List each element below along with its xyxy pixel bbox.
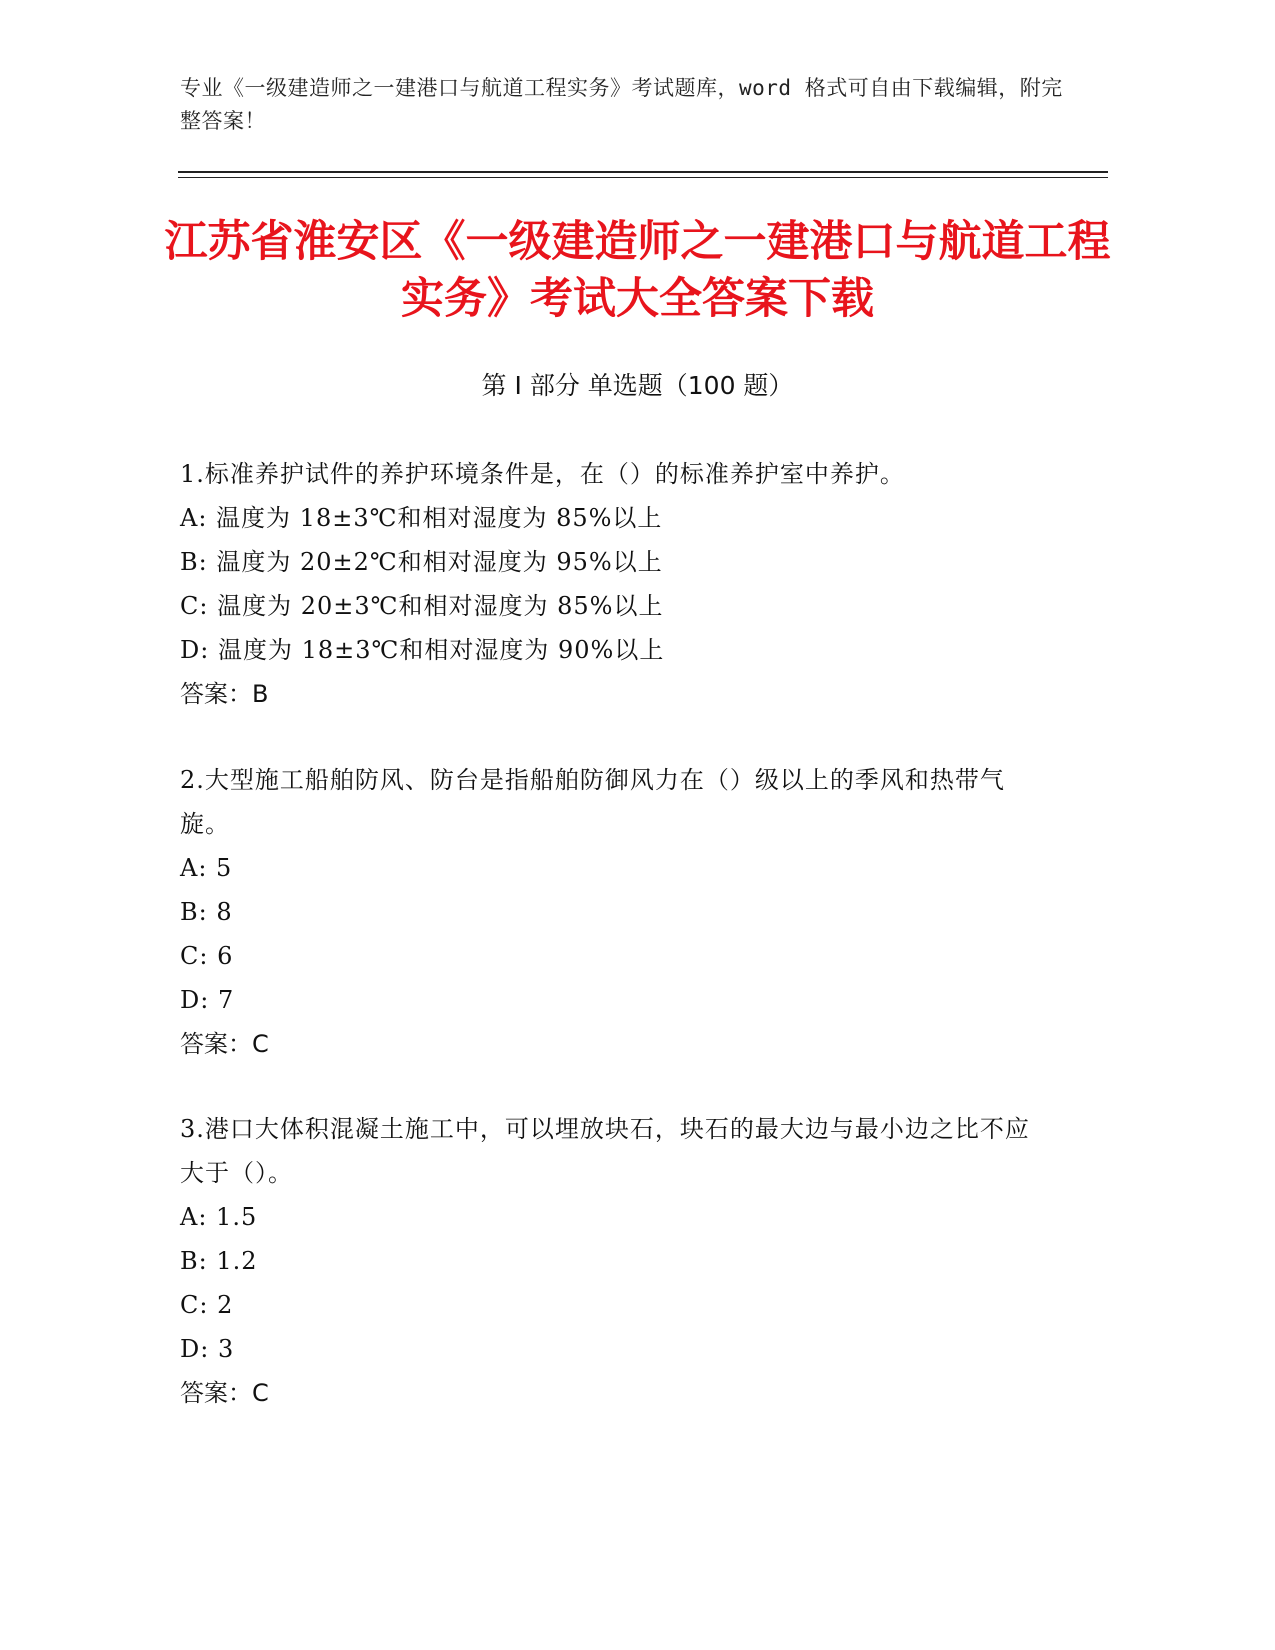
- option-d: D: 7: [180, 986, 235, 1014]
- answer-line: 答案：C: [180, 1379, 269, 1407]
- option-c: C: 6: [180, 942, 234, 970]
- option-a: A: 温度为 18±3℃和相对湿度为 85%以上: [180, 504, 663, 532]
- answer-line: 答案：B: [180, 680, 269, 708]
- option-b: B: 1.2: [180, 1247, 258, 1275]
- question-1: [180, 452, 1040, 716]
- option-c: C: 温度为 20±3℃和相对湿度为 85%以上: [180, 592, 664, 620]
- section-heading: 第 I 部分 单选题（100 题）: [481, 371, 794, 400]
- header-note: 专业《一级建造师之一建港口与航道工程实务》考试题库，word 格式可自由下载编辑，附完整答案！: [180, 76, 1063, 133]
- option-b: B: 温度为 20±2℃和相对湿度为 95%以上: [180, 548, 663, 576]
- option-d: D: 3: [180, 1335, 235, 1363]
- question-text: 1.标准养护试件的养护环境条件是，在（）的标准养护室中养护。: [180, 460, 905, 488]
- option-d: D: 温度为 18±3℃和相对湿度为 90%以上: [180, 636, 665, 664]
- document-title: 江苏省淮安区《一级建造师之一建港口与航道工程实务》考试大全答案下载: [164, 217, 1111, 324]
- option-b: B: 8: [180, 898, 233, 926]
- header-divider-thick: [178, 171, 1108, 173]
- option-a: A: 1.5: [180, 1203, 258, 1231]
- question-3: [180, 1107, 1040, 1415]
- header-divider-thin: [178, 177, 1108, 178]
- option-c: C: 2: [180, 1291, 234, 1319]
- option-a: A: 5: [180, 854, 233, 882]
- answer-line: 答案：C: [180, 1030, 269, 1058]
- question-2: [180, 758, 1040, 1066]
- question-text: 3.港口大体积混凝土施工中，可以埋放块石，块石的最大边与最小边之比不应大于（）。: [180, 1115, 1030, 1187]
- question-text: 2.大型施工船舶防风、防台是指船舶防御风力在（）级以上的季风和热带气旋。: [180, 766, 1005, 838]
